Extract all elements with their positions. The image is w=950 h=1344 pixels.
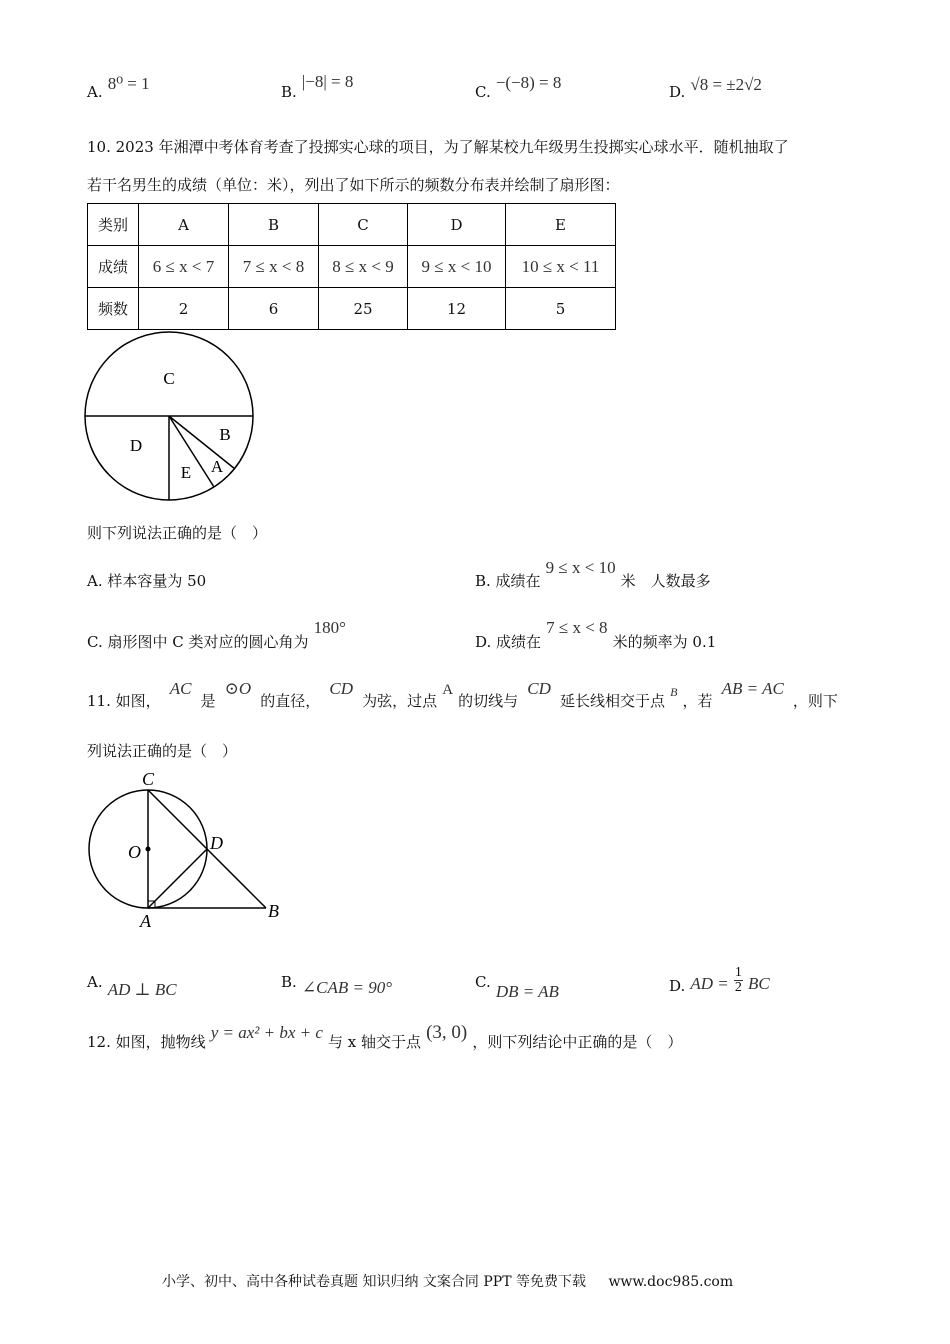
sector-label-c: C bbox=[163, 369, 175, 388]
point-label-a: A bbox=[140, 911, 151, 931]
option-label: A. bbox=[87, 83, 103, 101]
sector-label-d: D bbox=[129, 436, 143, 455]
option-expression: √8 = ±2√2 bbox=[690, 75, 762, 94]
stem-text: 是 bbox=[200, 692, 216, 710]
table-cell: 6 ≤ x < 7 bbox=[139, 246, 229, 288]
option-label: A. bbox=[87, 973, 103, 991]
stem-text: 与 x 轴交于点 bbox=[328, 1033, 422, 1051]
q10-stem-line2: 若干名男生的成绩（单位：米），列出了如下所示的频数分布表并绘制了扇形图： bbox=[87, 176, 620, 194]
option-expression: |−8| = 8 bbox=[301, 72, 354, 91]
table-cell: 12 bbox=[408, 288, 506, 330]
table-cell: A bbox=[139, 204, 229, 246]
pie-chart-figure bbox=[80, 330, 260, 510]
stem-text: ，则下 bbox=[792, 692, 838, 710]
stem-text: 的切线与 bbox=[458, 692, 519, 710]
q10-option-d bbox=[475, 618, 717, 652]
option-math: DB = AB bbox=[495, 982, 559, 1001]
table-cell: 8 ≤ x < 9 bbox=[319, 246, 408, 288]
option-math: AD ⊥ BC bbox=[107, 980, 177, 999]
table-cell: 7 ≤ x < 8 bbox=[229, 246, 319, 288]
q10-prompt: 则下列说法正确的是（ ） bbox=[87, 524, 268, 542]
q10-option-c bbox=[87, 618, 346, 652]
option-text: B. 成绩在 bbox=[475, 572, 541, 590]
sector-label-a: A bbox=[210, 457, 224, 476]
q11-stem-line1 bbox=[87, 679, 838, 711]
point-label-c: C bbox=[142, 769, 155, 789]
option-text: C. 扇形图中 C 类对应的圆心角为 bbox=[87, 633, 309, 651]
frequency-table bbox=[87, 203, 616, 330]
circle-tangent-figure bbox=[80, 765, 290, 935]
option-text: D. 成绩在 bbox=[475, 633, 542, 651]
sector-label-e: E bbox=[180, 463, 192, 482]
q10-option-b bbox=[475, 558, 711, 591]
q10-stem-line1: 10. 2023 年湘潭中考体育考查了投掷实心球的项目，为了解某校九年级男生投掷实心球水平．随机抽取了 bbox=[87, 138, 789, 156]
stem-text: 的直径， bbox=[260, 692, 321, 710]
math-point-a: A bbox=[442, 682, 454, 698]
math-circle-o: ⊙O bbox=[224, 679, 252, 698]
stem-text: 为弦，过点 bbox=[362, 692, 438, 710]
footer bbox=[162, 1271, 733, 1291]
table-row bbox=[88, 288, 616, 330]
table-cell: 成绩 bbox=[88, 246, 139, 288]
table-cell: E bbox=[506, 204, 616, 246]
table-cell: 6 bbox=[229, 288, 319, 330]
math-parabola: y = ax² + bx + c bbox=[210, 1023, 323, 1042]
table-cell: 2 bbox=[139, 288, 229, 330]
q10-option-a: A. 样本容量为 50 bbox=[87, 572, 207, 590]
table-cell: 频数 bbox=[88, 288, 139, 330]
q9-option-c bbox=[475, 73, 562, 102]
math-point-b: B bbox=[670, 685, 678, 699]
math-ac: AC bbox=[169, 679, 192, 698]
option-expression: 8⁰ = 1 bbox=[107, 74, 150, 93]
stem-text: 12. 如图，抛物线 bbox=[87, 1033, 206, 1051]
option-label: B. bbox=[281, 973, 297, 991]
sector-label-b: B bbox=[219, 425, 231, 444]
q11-option-d bbox=[669, 965, 770, 1001]
q9-option-a bbox=[87, 74, 150, 102]
table-cell: 25 bbox=[319, 288, 408, 330]
sector-boundary bbox=[169, 416, 214, 487]
option-math: BC bbox=[747, 974, 770, 993]
option-math: ∠CAB = 90° bbox=[301, 978, 393, 997]
q11-option-b bbox=[281, 972, 393, 997]
q12-stem bbox=[87, 1022, 683, 1053]
fraction-half bbox=[734, 966, 743, 995]
footer-url[interactable]: www.doc985.com bbox=[608, 1274, 734, 1290]
footer-text: 小学、初中、高中各种试卷真题 知识归纳 文案合同 PPT 等免费下载 bbox=[162, 1274, 586, 1290]
math-ab-eq-ac: AB = AC bbox=[721, 679, 784, 698]
q9-option-b bbox=[281, 72, 354, 102]
center-dot bbox=[146, 847, 151, 852]
q9-option-d bbox=[669, 75, 762, 102]
option-text: 米 人数最多 bbox=[620, 572, 711, 590]
option-expression: −(−8) = 8 bbox=[495, 73, 562, 92]
table-cell: D bbox=[408, 204, 506, 246]
option-text: 米的频率为 0.1 bbox=[612, 633, 717, 651]
q11-option-a bbox=[87, 972, 177, 999]
option-label: D. bbox=[669, 977, 686, 995]
option-label: C. bbox=[475, 973, 491, 991]
question-number: 11. 如图， bbox=[87, 692, 161, 710]
point-label-o: O bbox=[128, 842, 141, 862]
q11-option-c bbox=[475, 972, 559, 1001]
table-cell: 5 bbox=[506, 288, 616, 330]
option-math: 180° bbox=[313, 618, 346, 637]
option-label: D. bbox=[669, 83, 686, 101]
point-label-b: B bbox=[268, 901, 279, 921]
option-label: C. bbox=[475, 83, 491, 101]
stem-text: ，若 bbox=[682, 692, 713, 710]
math-cd: CD bbox=[329, 679, 354, 698]
table-cell: 9 ≤ x < 10 bbox=[408, 246, 506, 288]
table-row bbox=[88, 246, 616, 288]
option-math: 7 ≤ x < 8 bbox=[546, 618, 608, 637]
table-cell: 10 ≤ x < 11 bbox=[506, 246, 616, 288]
fraction-denominator: 2 bbox=[734, 980, 742, 995]
q11-stem-line2: 列说法正确的是（ ） bbox=[87, 742, 238, 760]
table-cell: B bbox=[229, 204, 319, 246]
fraction-numerator: 1 bbox=[734, 965, 742, 980]
point-label-d: D bbox=[210, 833, 223, 853]
option-label: B. bbox=[281, 83, 297, 101]
table-cell: 类别 bbox=[88, 204, 139, 246]
option-math: AD = bbox=[690, 974, 729, 993]
segment-ad bbox=[148, 849, 207, 908]
math-cd: CD bbox=[527, 679, 551, 698]
table-cell: C bbox=[319, 204, 408, 246]
stem-text: 延长线相交于点 bbox=[559, 692, 665, 710]
table-row bbox=[88, 204, 616, 246]
stem-text: ，则下列结论中正确的是（ ） bbox=[472, 1033, 683, 1051]
math-point: (3, 0) bbox=[426, 1022, 468, 1043]
option-math: 9 ≤ x < 10 bbox=[545, 558, 616, 577]
